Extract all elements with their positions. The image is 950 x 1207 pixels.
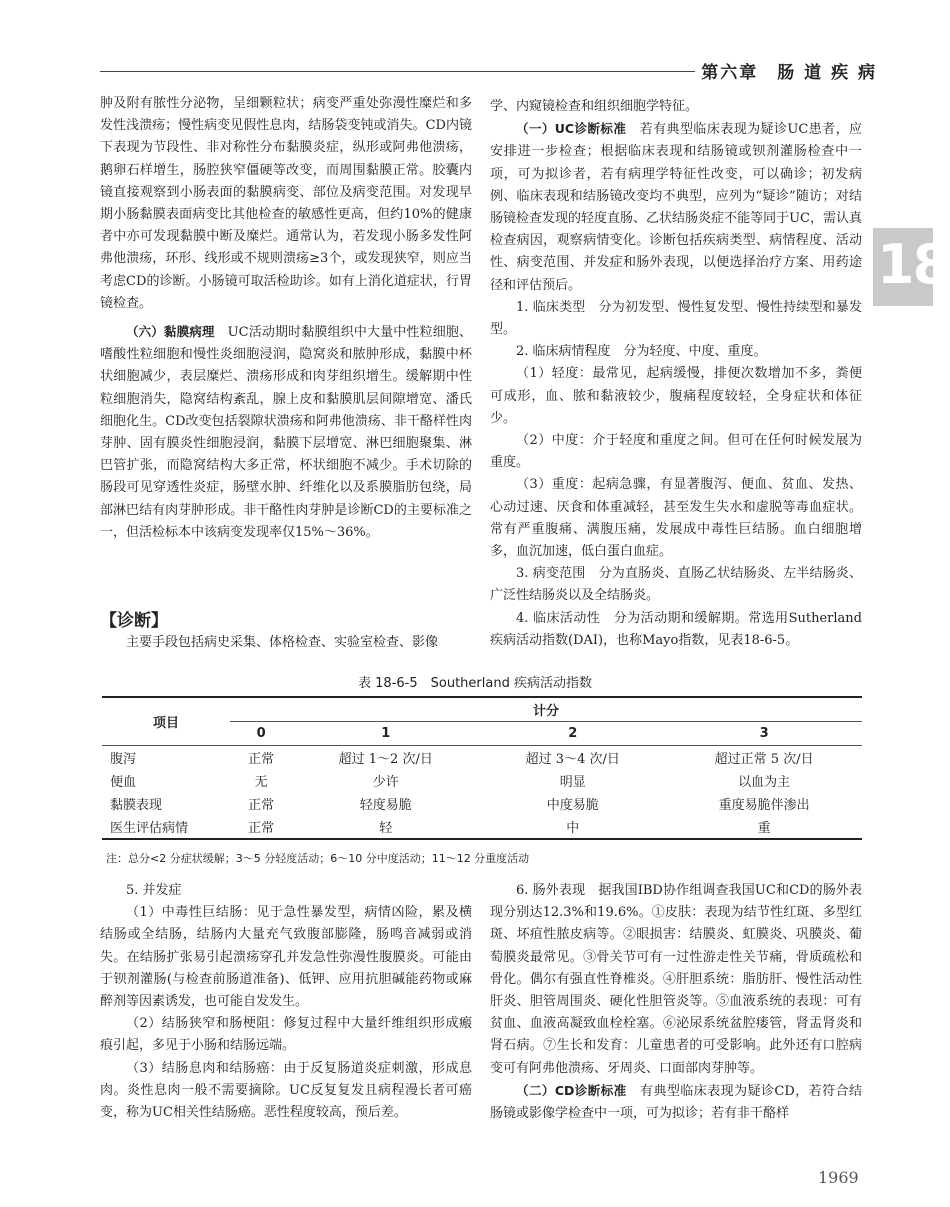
table-header-score: 计分 — [230, 697, 862, 722]
table-cell: 超过 1～2 次/日 — [338, 752, 433, 767]
diagnosis-intro — [100, 632, 472, 654]
table-row — [102, 769, 862, 792]
paragraph-text: 若有典型临床表现为疑诊UC患者，应安排进一步检查；根据临床表现和结肠镜或钡剂灌肠检查中一项，可为拟诊者，若有病理学特征性改变，可以确诊；初发病例、临床表现和结肠镜改变均不典型，应列为“疑诊”随访；对结肠镜检查发现的轻度直肠、乙状结肠炎症不能等同于UC，需认真检查病因，观察病情变化。诊断包括疾病类型、病情程度、活动性、病变范围、并发症和肠外表现，以便选择治疗方案、用药途径和评估预后。 — [490, 122, 862, 293]
table-header-col: 3 — [666, 722, 862, 746]
table-row — [102, 746, 862, 770]
paragraph: （3）重度：起病急骤，有显著腹泻、便血、贫血、发热、心动过速、厌食和体重减轻，甚至发生失水和虚脱等毒血症状。常有严重腹痛、满腹压痛，发展成中毒性巨结肠。血白细胞增多，血沉加速，低白蛋白血症。 — [490, 477, 862, 560]
paragraph: （1）中毒性巨结肠：见于急性暴发型，病情凶险，累及横结肠或全结肠，结肠内大量充气致腹部膨隆，肠鸣音减弱或消失。在结肠扩张易引起溃疡穿孔并发急性弥漫性腹膜炎。可能由于钡剂灌肠(与检查前肠道准备)、低钾、应用抗胆碱能药物或麻醉剂等因素诱发，也可能自发发生。 — [100, 905, 472, 1010]
paragraph — [490, 1080, 862, 1125]
left-column-bottom — [100, 880, 472, 1124]
table-cell: 黏膜表现 — [110, 798, 163, 813]
table-cell: 中 — [566, 821, 580, 836]
paragraph: （1）轻度：最常见，起病缓慢，排便次数增加不多，粪便可成形，血、脓和黏液较少，腹痛程度较轻，全身症状和体征少。 — [490, 366, 862, 426]
table-note: 注：总分<2 分症状缓解；3～5 分轻度活动；6～10 分中度活动；11～12 分重度活动 — [106, 852, 530, 865]
section-label: （一）UC诊断标准 — [516, 121, 627, 137]
left-column-top — [100, 93, 472, 544]
paragraph: 4. 临床活动性 分为活动期和缓解期。常选用Sutherland疾病活动指数(DAI)，也称Mayo指数，见表18-6-5。 — [490, 610, 862, 648]
paragraph: 6. 肠外表现 据我国IBD协作组调查我国UC和CD的肠外表现分别达12.3%和19.6%。①皮肤：表现为结节性红斑、多型红斑、坏疽性脓皮病等。②眼损害：结膜炎、虹膜炎、巩膜炎、葡萄膜炎最常见。③骨关节可有一过性游走性关节痛，骨质疏松和骨化。偶尔有强直性脊椎炎。④肝胆系统：脂肪肝、慢性活动性肝炎、胆管周围炎、硬化性胆管炎等。⑤血液系统的表现：可有贫血、血液高凝致血栓栓塞。⑥泌尿系统盆腔瘘管，肾盂肾炎和肾石病。⑦生长和发育：儿童患者的可受影响。此外还有口腔病变可有阿弗他溃疡、牙周炎、口面部肉芽肿等。 — [490, 883, 862, 1076]
paragraph: 学、内窥镜检查和组织细胞学特征。 — [490, 99, 699, 114]
table-cell: 正常 — [248, 798, 275, 813]
table-cell: 重 — [757, 821, 771, 836]
table-row — [102, 815, 862, 839]
table-cell: 正常 — [248, 752, 275, 767]
right-column-top — [490, 96, 862, 652]
paragraph: （2）中度：介于轻度和重度之间。但可在任何时候发展为重度。 — [490, 433, 862, 471]
paragraph: 3. 病变范围 分为直肠炎、直肠乙状结肠炎、左半结肠炎、广泛性结肠炎以及全结肠炎。 — [490, 566, 862, 604]
table-header-col: 2 — [479, 722, 666, 746]
paragraph-text: 有典型临床表现为疑诊CD，若符合结肠镜或影像学检查中一项，可为拟诊；若有非干酪样 — [490, 1083, 862, 1122]
table-cell: 便血 — [110, 775, 137, 790]
table-cell: 轻 — [379, 821, 393, 836]
paragraph: 2. 临床病情程度 分为轻度、中度、重度。 — [516, 344, 767, 360]
chapter-tab-number: 18 — [877, 233, 949, 296]
running-header — [100, 58, 877, 86]
table-cell: 腹泻 — [110, 752, 137, 767]
header-rule — [100, 71, 697, 72]
page-number: 1969 — [818, 1168, 859, 1187]
table-cell: 无 — [254, 775, 268, 790]
paragraph — [490, 118, 862, 297]
table-cell: 超过 3～4 次/日 — [525, 752, 620, 767]
table-cell: 中度易脆 — [546, 798, 599, 813]
table-cell: 医生评估病情 — [110, 821, 189, 836]
right-column-bottom — [490, 880, 862, 1125]
chapter-title: 第六章 肠 道 疾 病 — [695, 58, 877, 83]
paragraph: 肿及附有脓性分泌物，呈细颗粒状；病变严重处弥漫性糜烂和多发性浅溃疡；慢性病变见假性息肉，结肠袋变钝或消失。CD内镜下表现为节段性、非对称性分布黏膜炎症，纵形或阿弗他溃疡，鹅卵石样增生，肠腔狭窄僵硬等改变，而周围黏膜正常。胶囊内镜直接观察到小肠表面的黏膜病变、部位及病变范围。对发现早期小肠黏膜表面病变比其他检查的敏感性更高，但约10%的健康者中亦可发现黏膜中断及糜烂。通常认为，若发现小肠多发性阿弗他溃疡，环形、线形或不规则溃疡≥3个，或发现狭窄，则应当考虑CD的诊断。小肠镜可取活检助诊。如有上消化道症状，行胃镜检查。 — [100, 96, 472, 311]
paragraph — [100, 321, 472, 544]
chapter-tab — [873, 228, 949, 306]
paragraph: （2）结肠狭窄和肠梗阻：修复过程中大量纤维组织形成瘢痕引起，多见于小肠和结肠远端。 — [100, 1016, 472, 1054]
section-heading-diagnosis: 【诊断】 — [100, 611, 168, 631]
paragraph: 1. 临床类型 分为初发型、慢性复发型、慢性持续型和暴发型。 — [490, 299, 862, 338]
table-header-col: 1 — [292, 722, 479, 746]
table-cell: 以血为主 — [738, 775, 791, 790]
table-caption: 表 18-6-5 Southerland 疾病活动指数 — [358, 676, 592, 691]
table-header-col: 0 — [230, 722, 292, 746]
section-label: （六）黏膜病理 — [126, 324, 215, 340]
paragraph: 5. 并发症 — [126, 883, 182, 898]
table-header-item: 项目 — [102, 697, 230, 746]
paragraph: （3）结肠息肉和结肠癌：由于反复肠道炎症刺激，形成息肉。炎性息肉一般不需要摘除。UC反复复发且病程漫长者可癌变，称为UC相关性结肠癌。恶性程度较高，预后差。 — [100, 1060, 472, 1121]
table-cell: 明显 — [559, 775, 586, 790]
table-cell: 正常 — [248, 821, 275, 836]
section-label: （二）CD诊断标准 — [516, 1082, 627, 1098]
table-row — [102, 792, 862, 815]
table-cell: 重度易脆伴渗出 — [718, 798, 810, 813]
activity-index-table — [102, 696, 862, 840]
table-cell: 少许 — [372, 775, 399, 790]
paragraph: 主要手段包括病史采集、体格检查、实验室检查、影像 — [126, 635, 439, 650]
paragraph-text: UC活动期时黏膜组织中大量中性粒细胞、嗜酸性粒细胞和慢性炎细胞浸润，隐窝炎和脓肿形成，黏膜中杯状细胞减少，表层糜烂、溃疡形成和肉芽组织增生。缓解期中性粒细胞消失，隐窝结构紊乱，腺上皮和黏膜肌层间隙增宽、潘氏细胞化生。CD改变包括裂隙状溃疡和阿弗他溃疡、非干酪样性肉芽肿、固有膜炎性细胞浸润，黏膜下层增宽、淋巴细胞聚集、淋巴管扩张，而隐窝结构大多正常，杯状细胞不减少。手术切除的肠段可见穿透性炎症，肠壁水肿、纤维化以及系膜脂肪包绕，局部淋巴结有肉芽肿形成。非干酪性肉芽肿是诊断CD的主要标准之一，但活检标本中该病变发现率仅15%～36%。 — [100, 325, 472, 540]
table-cell: 超过正常 5 次/日 — [714, 752, 814, 767]
table-cell: 轻度易脆 — [359, 798, 412, 813]
